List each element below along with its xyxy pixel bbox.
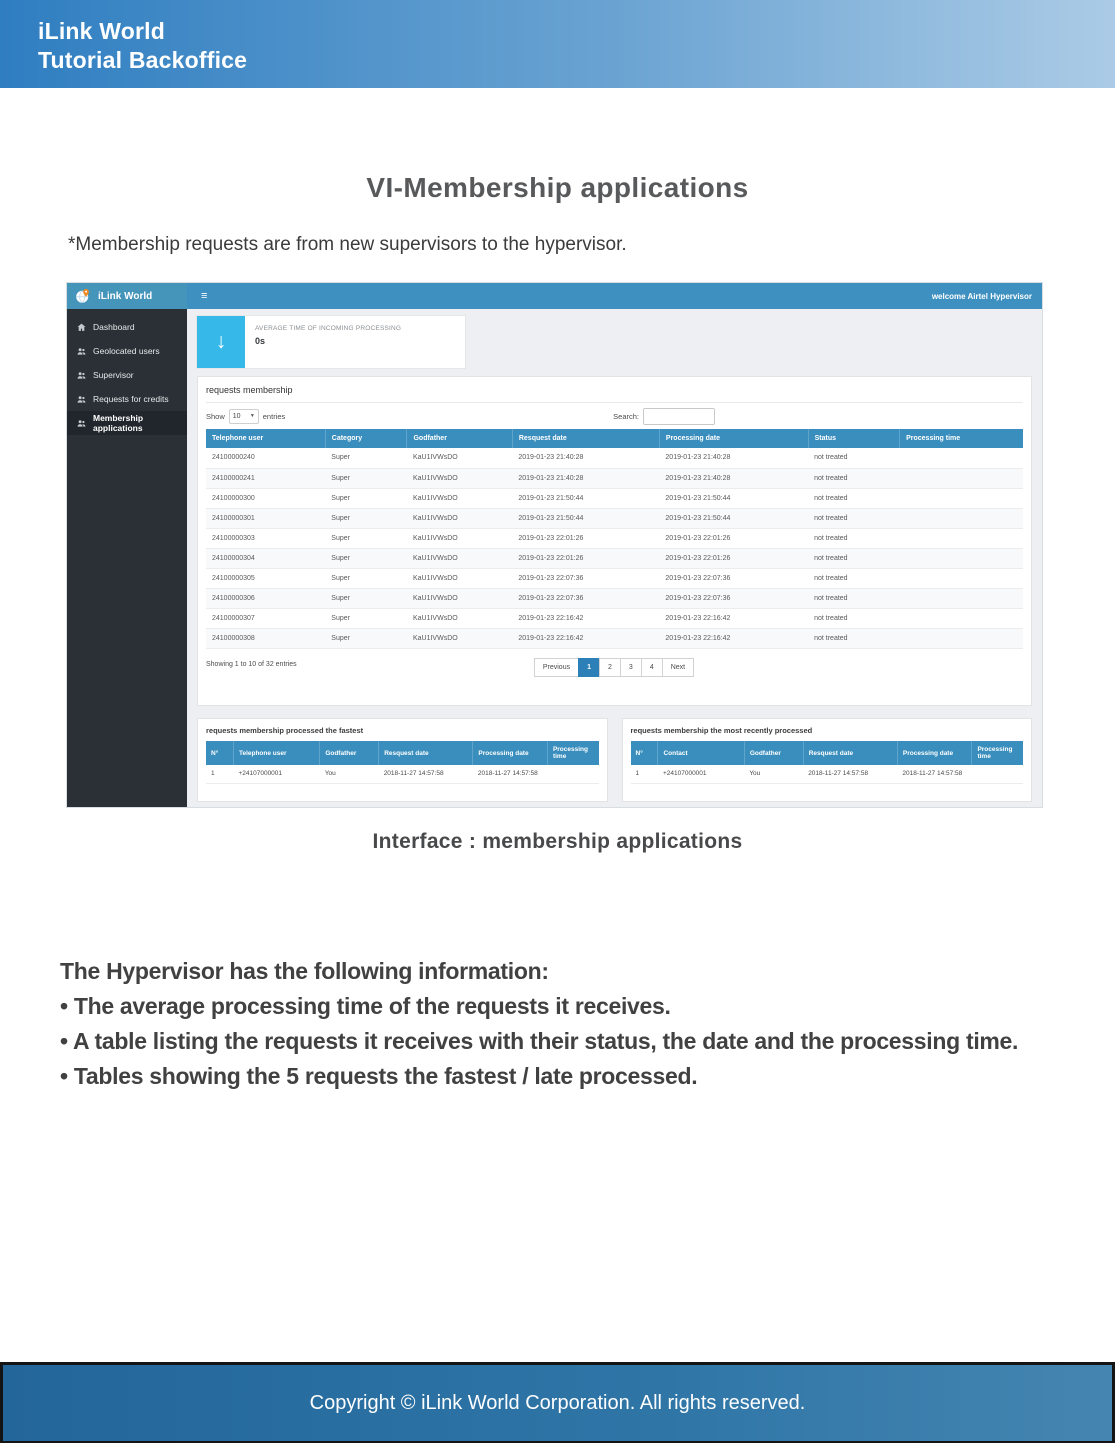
column-header[interactable]: N°	[631, 741, 658, 765]
body-text	[60, 954, 1115, 1094]
table-cell: 1	[206, 765, 233, 783]
table-cell	[900, 468, 1023, 488]
table-cell: 2019-01-23 21:40:28	[512, 468, 659, 488]
users-icon	[77, 419, 86, 428]
header-brand-line2: Tutorial Backoffice	[38, 47, 248, 73]
stat-card-label: AVERAGE TIME OF INCOMING PROCESSING	[255, 325, 402, 332]
sidebar-item-label: Supervisor	[93, 370, 134, 380]
table-cell	[900, 608, 1023, 628]
table-cell: KaU1IVWsDO	[407, 588, 512, 608]
table-cell: Super	[325, 568, 407, 588]
panel-title: requests membership	[206, 385, 1023, 403]
sidebar-item-supervisor[interactable]	[67, 363, 187, 387]
column-header[interactable]: Telephone user	[206, 429, 325, 448]
table-cell: +24107000001	[233, 765, 319, 783]
table-cell: Super	[325, 468, 407, 488]
table-cell: 2019-01-23 22:07:36	[512, 588, 659, 608]
search-label: Search:	[613, 411, 639, 421]
table-cell: 2019-01-23 22:01:26	[659, 548, 808, 568]
table-cell: KaU1IVWsDO	[407, 508, 512, 528]
column-header[interactable]: Processing date	[659, 429, 808, 448]
body-bullet-2: • A table listing the requests it receives with their status, the date and the processing time.	[60, 1028, 1019, 1054]
column-header[interactable]: Processing time	[547, 741, 598, 765]
table-cell: 2019-01-23 22:07:36	[659, 568, 808, 588]
request-row	[206, 468, 1023, 488]
request-row	[206, 588, 1023, 608]
ilink-logo-icon	[75, 288, 91, 304]
sidebar-item-label: Dashboard	[93, 322, 135, 332]
app-navbar	[67, 283, 1042, 309]
page-button-next[interactable]: Next	[662, 658, 694, 677]
requests-membership-table	[206, 429, 1023, 649]
request-row	[206, 448, 1023, 468]
app-brand-label: iLink World	[98, 290, 153, 302]
table-cell: 2018-11-27 14:57:58	[803, 765, 897, 783]
table-cell: 2019-01-23 22:01:26	[659, 528, 808, 548]
request-row	[206, 528, 1023, 548]
table-cell: not treated	[808, 608, 900, 628]
table-cell: 2018-11-27 14:57:58	[897, 765, 972, 783]
table-cell: 2019-01-23 21:50:44	[512, 488, 659, 508]
table-cell: Super	[325, 588, 407, 608]
table-cell: Super	[325, 528, 407, 548]
request-row	[206, 608, 1023, 628]
sidebar-item-geolocated-users[interactable]	[67, 339, 187, 363]
table-cell: You	[744, 765, 803, 783]
column-header[interactable]: Processing date	[473, 741, 548, 765]
sidebar	[67, 309, 187, 807]
table-cell: Super	[325, 448, 407, 468]
table-cell: 2019-01-23 22:16:42	[512, 628, 659, 648]
table-cell: KaU1IVWsDO	[407, 468, 512, 488]
body-bullet-3: • Tables showing the 5 requests the fastest / late processed.	[60, 1063, 698, 1089]
table-cell: 2019-01-23 22:16:42	[512, 608, 659, 628]
average-time-card	[197, 316, 465, 368]
table-cell: 2019-01-23 21:40:28	[659, 468, 808, 488]
recently-processed-table	[631, 741, 1024, 784]
table-cell	[900, 588, 1023, 608]
table-cell: not treated	[808, 468, 900, 488]
table-cell: 2019-01-23 21:50:44	[659, 508, 808, 528]
table-cell: 24100000300	[206, 488, 325, 508]
table-cell	[900, 628, 1023, 648]
table-cell: 24100000303	[206, 528, 325, 548]
table-cell: 24100000308	[206, 628, 325, 648]
show-label: Show	[206, 411, 225, 421]
recently-processed-panel	[622, 718, 1033, 802]
column-header[interactable]: Godfather	[407, 429, 512, 448]
request-row	[206, 548, 1023, 568]
copyright-text: Copyright © iLink World Corporation. All rights reserved.	[309, 1391, 806, 1414]
sidebar-item-requests-for-credits[interactable]	[67, 387, 187, 411]
table-cell	[900, 448, 1023, 468]
column-header[interactable]: Godfather	[320, 741, 379, 765]
table-cell: Super	[325, 608, 407, 628]
requests-membership-panel	[197, 376, 1032, 706]
table-cell: 2019-01-23 22:01:26	[512, 548, 659, 568]
request-row	[206, 508, 1023, 528]
table-cell: Super	[325, 628, 407, 648]
entries-label: entries	[262, 411, 286, 421]
body-bullet-1: • The average processing time of the requests it receives.	[60, 993, 671, 1019]
table-cell	[900, 548, 1023, 568]
hamburger-menu-icon[interactable]: ≡	[201, 290, 208, 302]
table-cell: 24100000301	[206, 508, 325, 528]
table-cell	[900, 488, 1023, 508]
table-cell	[900, 528, 1023, 548]
chevron-down-icon: ▼	[249, 413, 255, 419]
table-cell: 2019-01-23 22:07:36	[659, 588, 808, 608]
sidebar-item-dashboard[interactable]	[67, 315, 187, 339]
table-cell: not treated	[808, 548, 900, 568]
table-cell: 2019-01-23 22:16:42	[659, 608, 808, 628]
table-cell: 2018-11-27 14:57:58	[473, 765, 548, 783]
table-cell: KaU1IVWsDO	[407, 488, 512, 508]
page-button-2[interactable]: 2	[599, 658, 621, 677]
table-cell: 1	[631, 765, 658, 783]
users-icon	[77, 347, 86, 356]
page-button-1[interactable]: 1	[578, 658, 600, 677]
welcome-text: welcome Airtel Hypervisor	[931, 291, 1032, 301]
fastest-panel-title: requests membership processed the fastest	[206, 726, 364, 735]
table-cell: KaU1IVWsDO	[407, 608, 512, 628]
page-length-value: 10	[232, 412, 241, 420]
body-intro: The Hypervisor has the following information:	[60, 958, 549, 984]
search-input[interactable]	[643, 408, 715, 425]
table-cell: Super	[325, 548, 407, 568]
page-button-3[interactable]: 3	[620, 658, 642, 677]
table-cell	[900, 568, 1023, 588]
column-header[interactable]: Processing time	[972, 741, 1023, 765]
fastest-row	[206, 765, 599, 783]
app-body	[67, 309, 1042, 807]
table-cell: KaU1IVWsDO	[407, 448, 512, 468]
fastest-processed-panel	[197, 718, 608, 802]
header-brand-line1: iLink World	[38, 18, 165, 44]
table-cell: +24107000001	[658, 765, 744, 783]
page-button-4[interactable]: 4	[641, 658, 663, 677]
table-cell: 24100000241	[206, 468, 325, 488]
table-cell: 2019-01-23 22:07:36	[512, 568, 659, 588]
table-cell: 24100000305	[206, 568, 325, 588]
table-cell: 2019-01-23 21:50:44	[512, 508, 659, 528]
page-length-select[interactable]	[229, 409, 259, 424]
column-header[interactable]: Resquest date	[379, 741, 473, 765]
users-icon	[77, 371, 86, 380]
table-cell: not treated	[808, 528, 900, 548]
table-cell: You	[320, 765, 379, 783]
sidebar-item-label: Geolocated users	[93, 346, 160, 356]
table-cell: not treated	[808, 628, 900, 648]
sidebar-item-membership-applications[interactable]	[67, 411, 187, 435]
table-info: Showing 1 to 10 of 32 entries	[206, 660, 297, 668]
table-cell: Super	[325, 488, 407, 508]
request-row	[206, 628, 1023, 648]
table-cell: 24100000306	[206, 588, 325, 608]
column-header[interactable]: Processing time	[900, 429, 1023, 448]
table-cell: 24100000240	[206, 448, 325, 468]
screenshot-caption: Interface : membership applications	[372, 830, 743, 853]
table-cell: not treated	[808, 568, 900, 588]
stat-card-value: 0s	[255, 336, 266, 346]
page-title: VI-Membership applications	[366, 172, 749, 203]
table-cell: 2019-01-23 21:50:44	[659, 488, 808, 508]
table-cell: 24100000304	[206, 548, 325, 568]
table-cell: 2019-01-23 22:16:42	[659, 628, 808, 648]
document-footer	[0, 1362, 1115, 1443]
app-brand[interactable]	[67, 283, 187, 309]
document-header	[0, 0, 1115, 88]
users-icon	[77, 395, 86, 404]
column-header[interactable]: Resquest date	[803, 741, 897, 765]
table-cell: 2018-11-27 14:57:58	[379, 765, 473, 783]
page-subtitle: *Membership requests are from new supervisors to the hypervisor.	[68, 234, 627, 255]
sidebar-item-label: Membership applications	[93, 413, 144, 433]
column-header[interactable]: Status	[808, 429, 900, 448]
column-header[interactable]: N°	[206, 741, 233, 765]
table-cell	[972, 765, 1023, 783]
home-icon	[77, 323, 86, 332]
table-cell	[900, 508, 1023, 528]
table-cell: KaU1IVWsDO	[407, 528, 512, 548]
table-cell: 2019-01-23 21:40:28	[659, 448, 808, 468]
table-cell: not treated	[808, 588, 900, 608]
table-cell: not treated	[808, 448, 900, 468]
table-cell: 2019-01-23 22:01:26	[512, 528, 659, 548]
table-cell: not treated	[808, 508, 900, 528]
table-cell: 2019-01-23 21:40:28	[512, 448, 659, 468]
recent-panel-title: requests membership the most recently processed	[630, 726, 813, 735]
request-row	[206, 488, 1023, 508]
table-cell	[547, 765, 598, 783]
recent-row	[631, 765, 1024, 783]
page-button-previous[interactable]: Previous	[534, 658, 579, 677]
fastest-processed-table	[206, 741, 599, 784]
column-header[interactable]: Category	[325, 429, 407, 448]
request-row	[206, 568, 1023, 588]
table-cell: KaU1IVWsDO	[407, 568, 512, 588]
table-cell: not treated	[808, 488, 900, 508]
table-cell: Super	[325, 508, 407, 528]
main-content	[187, 309, 1042, 807]
column-header[interactable]: Contact	[658, 741, 744, 765]
table-cell: 24100000307	[206, 608, 325, 628]
table-cell: KaU1IVWsDO	[407, 628, 512, 648]
down-arrow-icon: ↓	[197, 316, 245, 368]
sidebar-item-label: Requests for credits	[93, 394, 169, 404]
table-cell: KaU1IVWsDO	[407, 548, 512, 568]
column-header[interactable]: Telephone user	[233, 741, 319, 765]
column-header[interactable]: Resquest date	[512, 429, 659, 448]
app-screenshot	[66, 282, 1043, 808]
pagination	[206, 658, 1023, 677]
column-header[interactable]: Godfather	[744, 741, 803, 765]
column-header[interactable]: Processing date	[897, 741, 972, 765]
